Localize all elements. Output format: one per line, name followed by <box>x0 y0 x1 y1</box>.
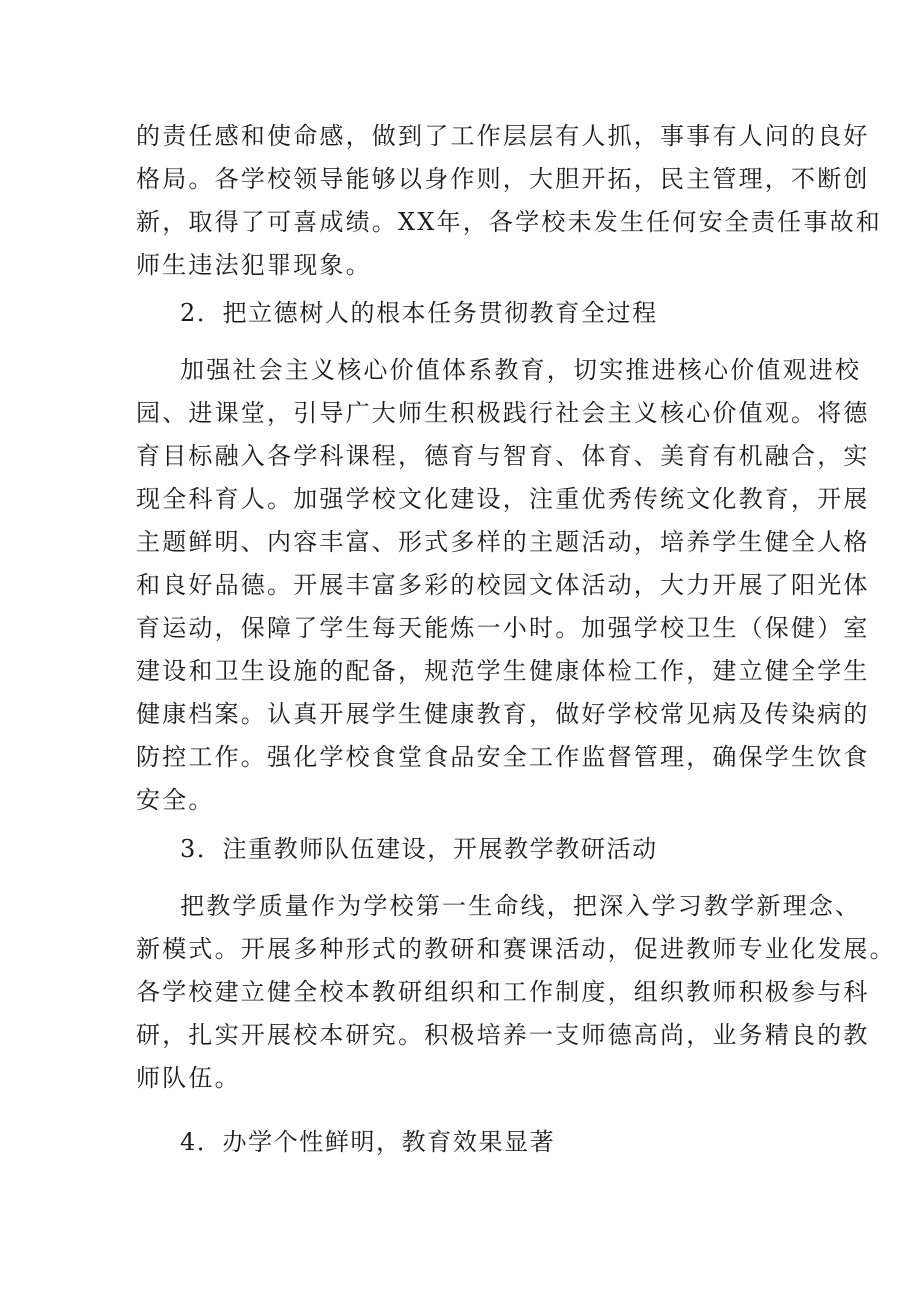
paragraph-line: 新，取得了可喜成绩。XX年，各学校未发生任何安全责任事故和 <box>136 208 882 236</box>
paragraph-line: 加强社会主义核心价值体系教育，切实推进核心价值观进校 <box>180 356 862 384</box>
paragraph-line: 把教学质量作为学校第一生命线，把深入学习教学新理念、 <box>180 892 862 920</box>
paragraph-line: 新模式。开展多种形式的教研和赛课活动，促进教师专业化发展。 <box>136 935 896 963</box>
paragraph-line: 现全科育人。加强学校文化建设，注重优秀传统文化教育，开展 <box>136 485 870 513</box>
paragraph-line: 育运动，保障了学生每天能炼一小时。加强学校卫生（保健）室 <box>136 614 870 642</box>
paragraph-line: 和良好品德。开展丰富多彩的校园文体活动，大力开展了阳光体 <box>136 571 870 599</box>
paragraph-line: 师队伍。 <box>136 1064 241 1092</box>
paragraph-line: 安全。 <box>136 786 215 814</box>
paragraph-line: 格局。各学校领导能够以身作则，大胆开拓，民主管理，不断创 <box>136 165 870 193</box>
paragraph-line: 园、进课堂，引导广大师生积极践行社会主义核心价值观。将德 <box>136 399 870 427</box>
paragraph-line: 育目标融入各学科课程，德育与智育、体育、美育有机融合，实 <box>136 442 870 470</box>
section-heading-2: 2．把立德树人的根本任务贯彻教育全过程 <box>180 299 658 327</box>
paragraph-line: 健康档案。认真开展学生健康教育，做好学校常见病及传染病的 <box>136 700 870 728</box>
paragraph-line: 建设和卫生设施的配备，规范学生健康体检工作，建立健全学生 <box>136 657 870 685</box>
paragraph-line: 主题鲜明、内容丰富、形式多样的主题活动，培养学生健全人格 <box>136 528 870 556</box>
paragraph-line: 师生违法犯罪现象。 <box>136 251 372 279</box>
section-heading-3: 3．注重教师队伍建设，开展教学教研活动 <box>180 835 658 863</box>
paragraph-line: 防控工作。强化学校食堂食品安全工作监督管理，确保学生饮食 <box>136 743 870 771</box>
paragraph-line: 的责任感和使命感，做到了工作层层有人抓，事事有人问的良好 <box>136 122 870 150</box>
paragraph-line: 各学校建立健全校本教研组织和工作制度，组织教师积极参与科 <box>136 978 870 1006</box>
section-heading-4: 4．办学个性鲜明，教育效果显著 <box>180 1128 556 1156</box>
paragraph-line: 研，扎实开展校本研究。积极培养一支师德高尚，业务精良的教 <box>136 1021 870 1049</box>
